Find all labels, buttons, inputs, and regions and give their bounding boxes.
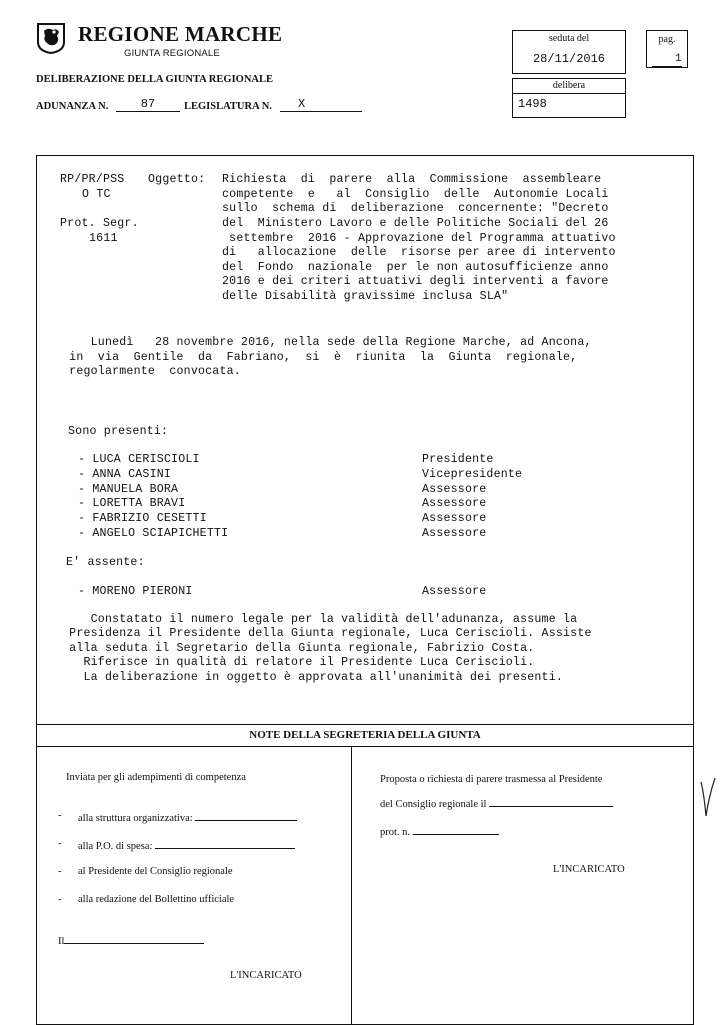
notes-left-il: Il — [58, 933, 204, 947]
prot-fill-line — [413, 824, 499, 835]
present-name: - FABRIZIO CESETTI — [78, 512, 207, 525]
doc-type-title: DELIBERAZIONE DELLA GIUNTA REGIONALE — [36, 74, 273, 85]
notes-right-line2: del Consiglio regionale il — [380, 796, 613, 810]
present-name: - MANUELA BORA — [78, 483, 179, 496]
handwritten-check-icon — [699, 776, 717, 822]
present-name: - ANNA CASINI — [78, 468, 172, 481]
code-prot-number: 1611 — [89, 232, 118, 245]
closing-line: Riferisce in qualità di relatore il Presidente Luca Ceriscioli. — [62, 656, 535, 669]
adunanza-number: 87 — [116, 97, 180, 112]
seduta-label: seduta del — [548, 33, 590, 44]
present-role: Presidente — [422, 453, 494, 466]
po-spesa-fill-line — [155, 838, 295, 849]
present-name: - LORETTA BRAVI — [78, 497, 186, 510]
struttura-fill-line — [195, 810, 297, 821]
code-prot-label: Prot. Segr. — [60, 217, 139, 230]
present-role: Assessore — [422, 483, 487, 496]
oggetto-line: sullo schema di deliberazione concernente: "Decreto — [222, 202, 609, 215]
oggetto-label: Oggetto: — [148, 173, 206, 186]
intro-line: Lunedì 28 novembre 2016, nella sede della Regione Marche, ad Ancona, — [62, 336, 592, 349]
oggetto-line: settembre 2016 - Approvazione del Programma attuativo — [222, 232, 616, 245]
present-role: Assessore — [422, 527, 487, 540]
notes-title: NOTE DELLA SEGRETERIA DELLA GIUNTA — [249, 729, 481, 741]
bullet-dash: - — [58, 866, 62, 877]
seduta-date: 28/11/2016 — [532, 52, 605, 66]
page-underline — [652, 66, 682, 67]
notes-left-item: alla redazione del Bollettino ufficiale — [78, 894, 235, 905]
giunta-subtitle: GIUNTA REGIONALE — [124, 48, 220, 59]
intro-line: in via Gentile da Fabriano, si è riunita la Giunta regionale, — [62, 351, 578, 364]
oggetto-line: competente e al Consiglio delle Autonomie Locali — [222, 188, 609, 201]
page-number: 1 — [675, 53, 682, 65]
present-label: Sono presenti: — [68, 425, 169, 438]
legislatura-number: X — [280, 97, 362, 112]
absent-name: - MORENO PIERONI — [78, 585, 193, 598]
notes-top-divider — [36, 724, 694, 725]
code-otc: O TC — [82, 188, 111, 201]
oggetto-line: 2016 e dei criteri attuativi degli interventi a favore — [222, 275, 609, 288]
region-title: REGIONE MARCHE — [78, 22, 283, 46]
notes-left-signature: L'INCARICATO — [230, 970, 302, 981]
intro-line: regolarmente convocata. — [62, 365, 241, 378]
absent-label: E' assente: — [66, 556, 145, 569]
oggetto-line: delle Disabilità gravissime inclusa SLA" — [222, 290, 509, 303]
page-label: pag. — [658, 34, 676, 45]
present-role: Vicepresidente — [422, 468, 523, 481]
notes-right-line1: Proposta o richiesta di parere trasmessa al Presidente — [380, 774, 603, 785]
notes-left-item: al Presidente del Consiglio regionale — [78, 866, 233, 877]
oggetto-line: di allocazione delle risorse per aree di intervento — [222, 246, 616, 259]
notes-column-divider — [351, 746, 352, 1024]
date-fill-line — [489, 796, 613, 807]
bullet-dash: - — [58, 838, 62, 849]
notes-left-item: alla P.O. di spesa: — [78, 838, 295, 852]
delibera-number: 1498 — [518, 97, 547, 111]
oggetto-line: Richiesta di parere alla Commissione assembleare — [222, 173, 602, 186]
bullet-dash: - — [58, 810, 62, 821]
notes-right-prot: prot. n. — [380, 824, 499, 838]
notes-bottom-divider — [36, 746, 694, 747]
legislatura-label: LEGISLATURA N. — [184, 101, 272, 112]
code-rp: RP/PR/PSS — [60, 173, 125, 186]
il-fill-line — [64, 933, 204, 944]
oggetto-line: del Ministero Lavoro e delle Politiche Sociali del 26 — [222, 217, 609, 230]
present-role: Assessore — [422, 497, 487, 510]
notes-right-signature: L'INCARICATO — [553, 864, 625, 875]
regione-marche-logo-icon — [36, 22, 66, 54]
notes-left-intro: Inviata per gli adempimenti di competenza — [66, 772, 246, 783]
present-name: - LUCA CERISCIOLI — [78, 453, 200, 466]
delibera-label: delibera — [512, 80, 626, 94]
closing-line: Constatato il numero legale per la validità dell'adunanza, assume la — [62, 613, 578, 626]
closing-line: alla seduta il Segretario della Giunta regionale, Fabrizio Costa. — [62, 642, 535, 655]
absent-role: Assessore — [422, 585, 487, 598]
oggetto-line: del Fondo nazionale per le non autosufficienze anno — [222, 261, 609, 274]
present-role: Assessore — [422, 512, 487, 525]
present-name: - ANGELO SCIAPICHETTI — [78, 527, 229, 540]
adunanza-label: ADUNANZA N. — [36, 101, 109, 112]
closing-line: Presidenza il Presidente della Giunta regionale, Luca Ceriscioli. Assiste — [62, 627, 592, 640]
notes-left-item: alla struttura organizzativa: — [78, 810, 297, 824]
closing-line: La deliberazione in oggetto è approvata all'unanimità dei presenti. — [62, 671, 564, 684]
bullet-dash: - — [58, 894, 62, 905]
